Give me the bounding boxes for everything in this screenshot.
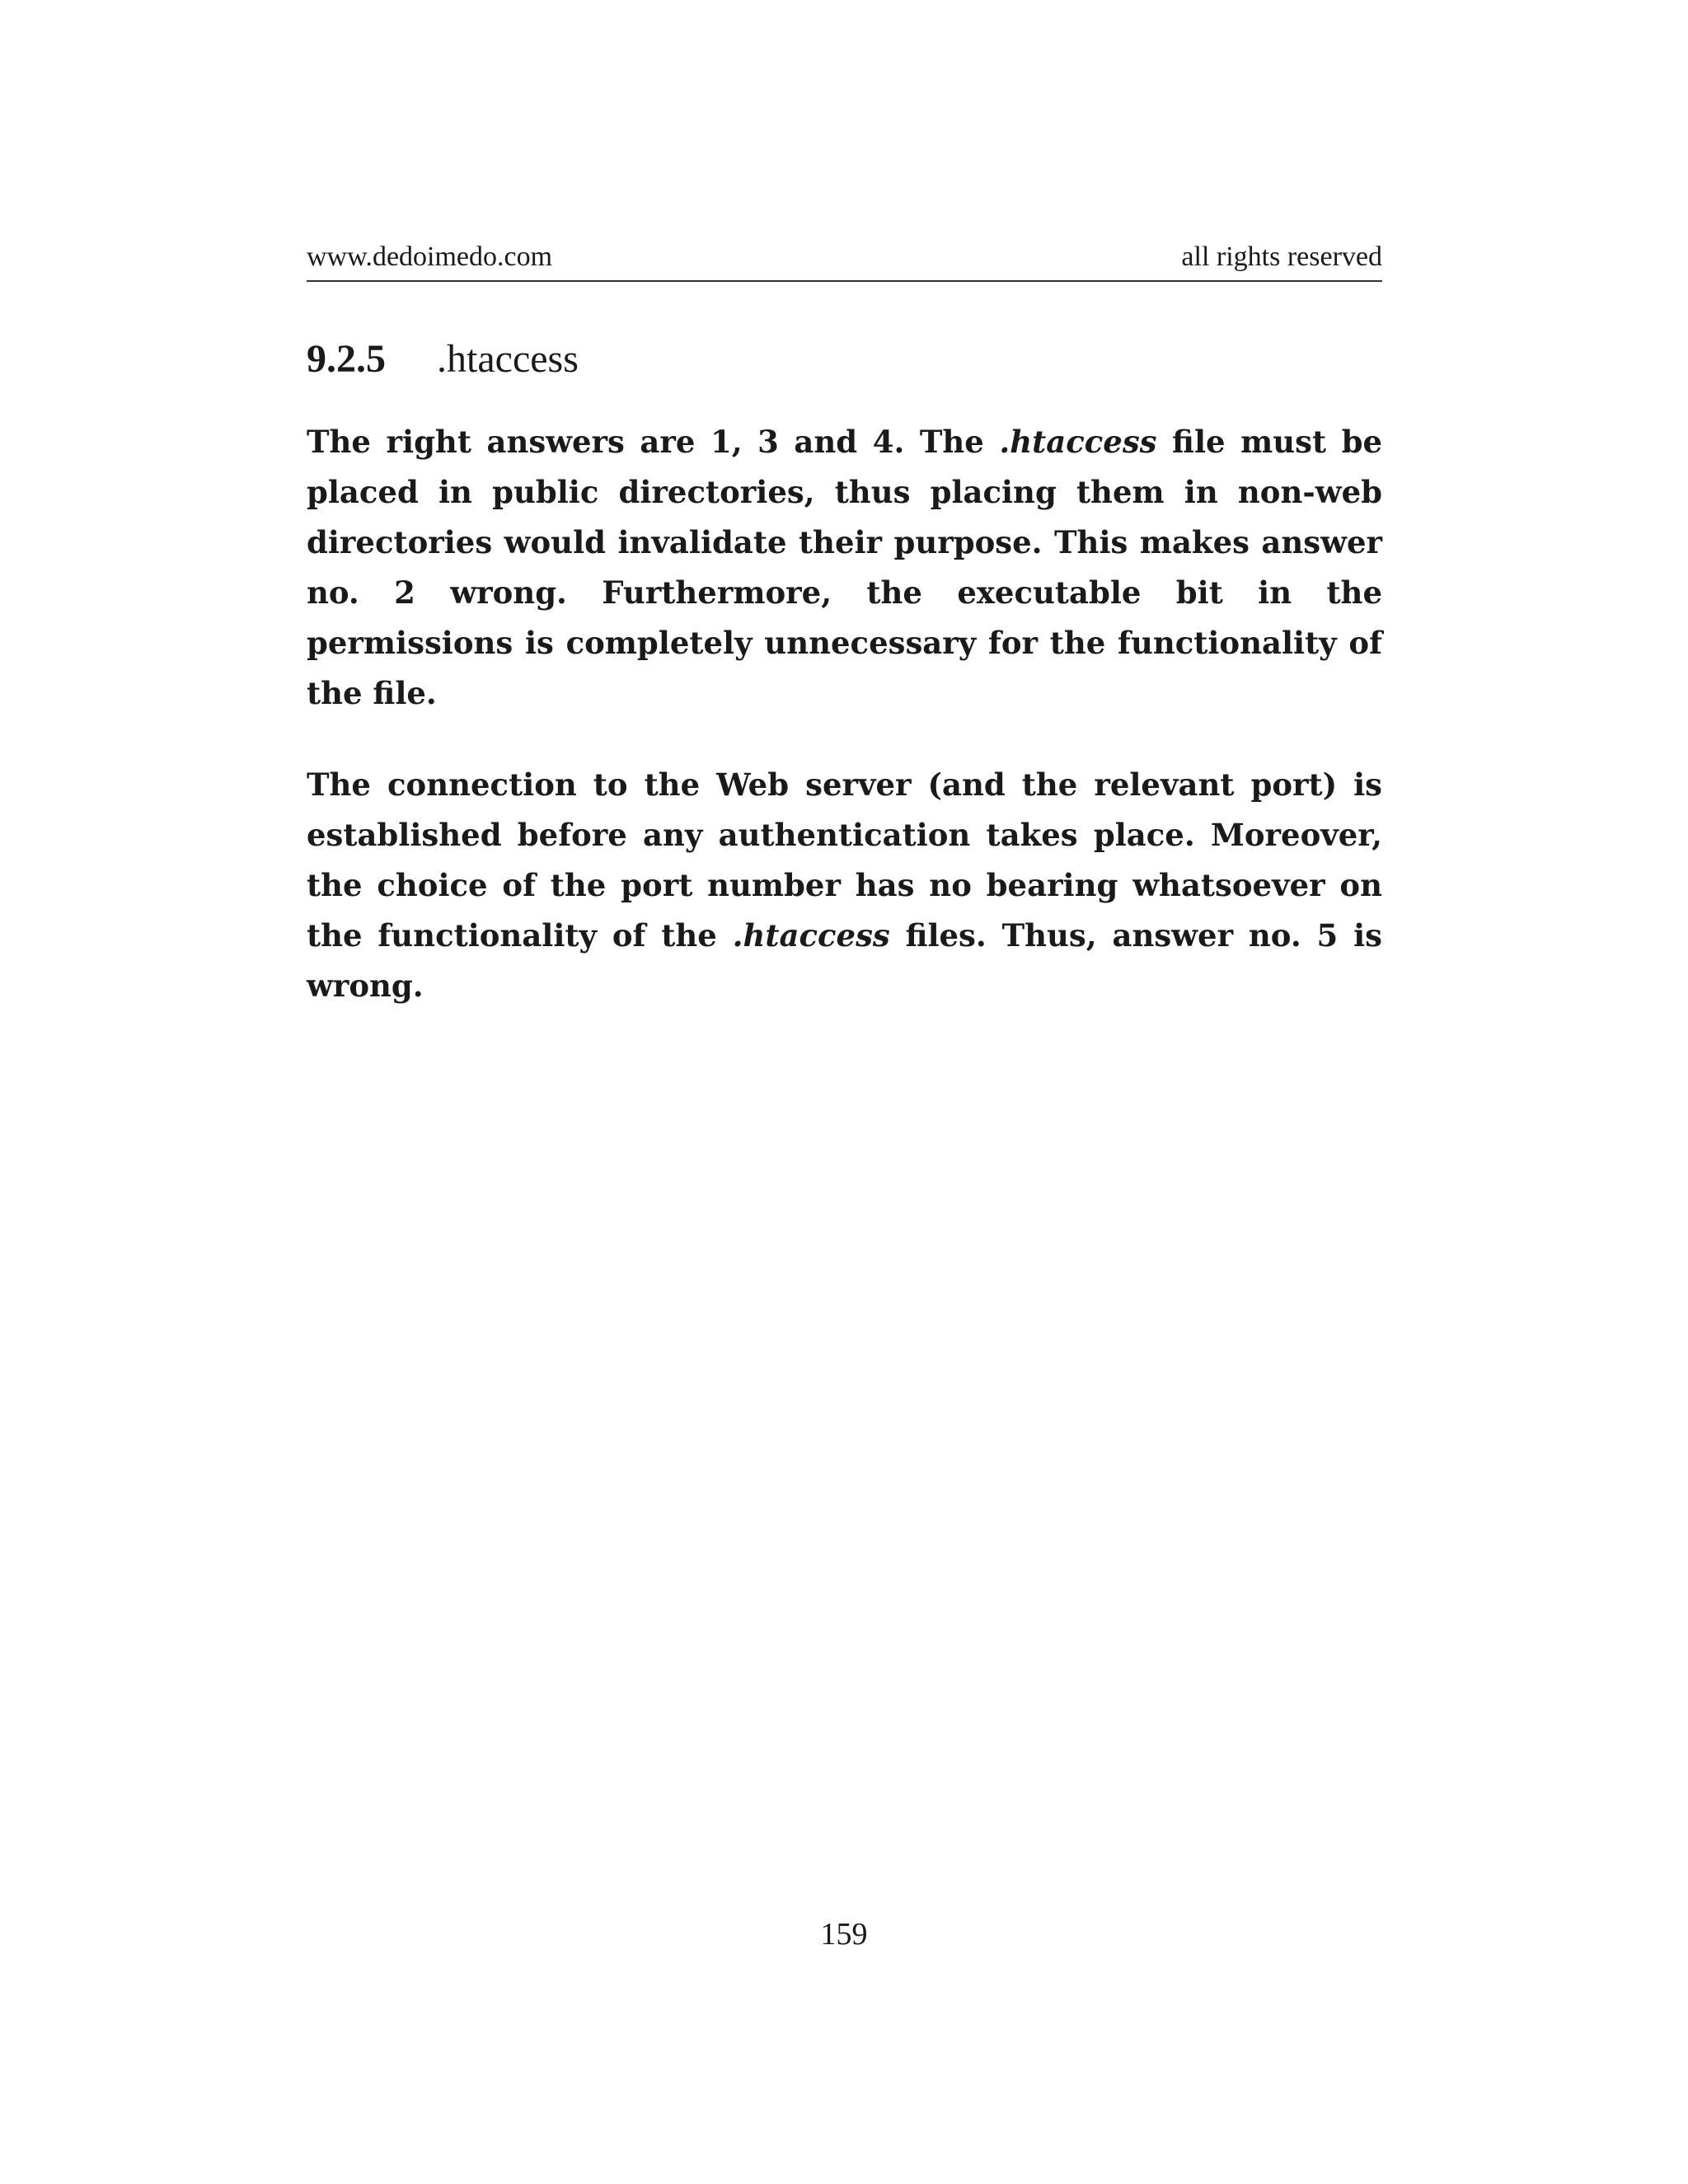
running-header (307, 239, 1382, 282)
paragraph-2-text-a: The connection to the Web server (and the relevant port) is established before any authentication takes place. Moreover, the choice of the port number has no bearing whatsoever on the functionality of the (307, 766, 1382, 954)
page-number: 159 (820, 1917, 868, 1952)
section-number: 9.2.5 (307, 337, 386, 381)
header-rights: all rights reserved (1181, 241, 1382, 272)
paragraph-2-filename: .htaccess (732, 916, 890, 954)
paragraph-2-text-b: files. Thus, answer no. 5 is wrong. (307, 916, 1382, 1004)
paragraph-1 (307, 417, 1382, 719)
section-title: .htaccess (437, 337, 579, 381)
document-page (307, 239, 1382, 1011)
paragraph-2 (307, 760, 1382, 1011)
section-heading (307, 335, 1382, 384)
paragraph-1-text-b: file must be placed in public directories, thus placing them in non-web directories would invalidate their purpose. This makes answer no. 2 wrong. Furthermore, the executable bit in the permissions is completely unnecessary for the functionality of the file. (307, 423, 1382, 711)
paragraph-1-filename: .htaccess (999, 423, 1157, 460)
header-website: www.dedoimedo.com (307, 241, 553, 272)
paragraph-1-text-a: The right answers are 1, 3 and 4. The (307, 423, 1000, 460)
